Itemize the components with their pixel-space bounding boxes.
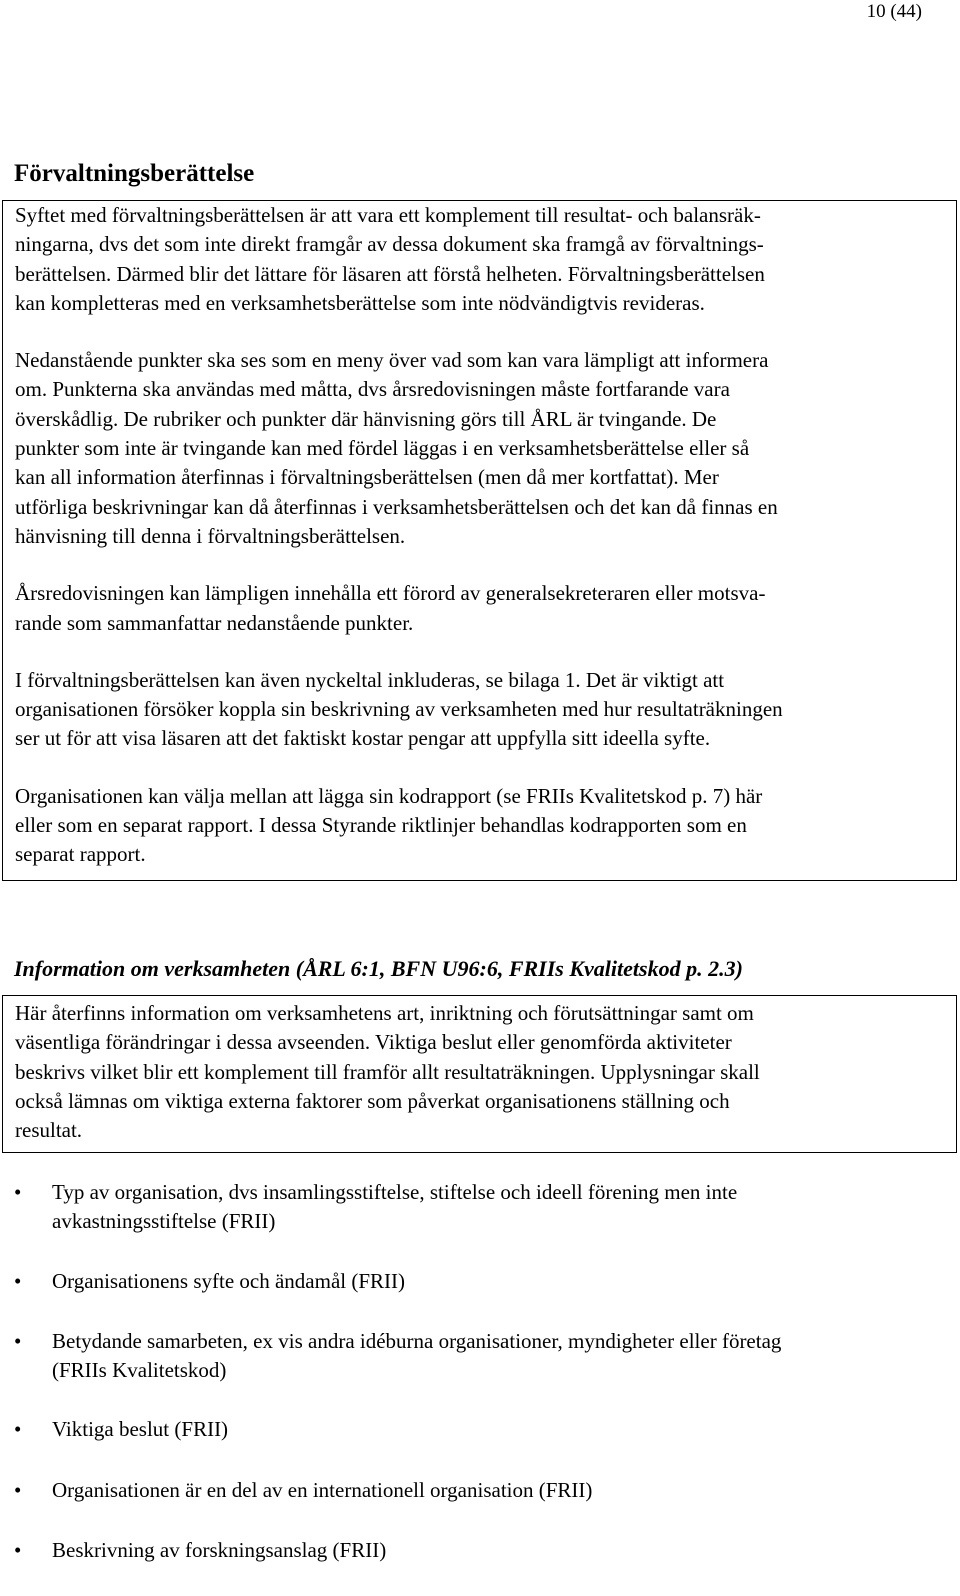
- text-line: Organisationens syfte och ändamål (FRII): [52, 1268, 406, 1293]
- text-line: ser ut för att visa läsaren att det faktiskt kostar pengar att uppfylla sitt ideella syfte.: [15, 726, 711, 751]
- bullet-icon: •: [14, 1477, 22, 1502]
- list-item: [0, 1327, 960, 1386]
- text-line: hänvisning till denna i förvaltningsberättelsen.: [15, 523, 406, 548]
- text-line: om. Punkterna ska användas med måtta, dvs årsredovisningen måste fortfarande vara: [15, 377, 730, 402]
- text-line: eller som en separat rapport. I dessa Styrande riktlinjer behandlas kodrapporten som en: [15, 813, 747, 838]
- text-line: kan all information återfinnas i förvaltningsberättelsen (men då mer kortfattat). Mer: [15, 465, 719, 490]
- bullet-icon: •: [14, 1417, 22, 1442]
- text-line: överskådlig. De rubriker och punkter där hänvisning görs till ÅRL är tvingande. De: [15, 406, 717, 431]
- intro-paragraph-1: [15, 201, 944, 318]
- text-line: avkastningsstiftelse (FRII): [52, 1209, 276, 1234]
- text-line: rande som sammanfattar nedanstående punkter.: [15, 610, 414, 635]
- text-line: Nedanstående punkter ska ses som en meny över vad som kan vara lämpligt att informera: [15, 348, 769, 373]
- section-heading: Förvaltningsberättelse: [14, 160, 255, 187]
- text-line: Syftet med förvaltningsberättelsen är att vara ett komplement till resultat- och balansräk-: [15, 203, 761, 227]
- text-line: utförliga beskrivningar kan då återfinnas i verksamhetsberättelsen och det kan då finnas en: [15, 494, 778, 519]
- text-line: beskrivs vilket blir ett komplement till framför allt resultaträkningen. Upplysningar skall: [15, 1059, 760, 1084]
- text-line: organisationen försöker koppla sin beskrivning av verksamheten med hur resultaträkningen: [15, 697, 783, 722]
- text-line: Betydande samarbeten, ex vis andra idéburna organisationer, myndigheter eller företag: [52, 1328, 782, 1353]
- text-line: Viktiga beslut (FRII): [52, 1417, 229, 1442]
- text-line: Organisationen är en del av en internationell organisation (FRII): [52, 1477, 593, 1502]
- bullet-icon: •: [14, 1180, 22, 1204]
- text-line: Årsredovisningen kan lämpligen innehålla ett förord av generalsekreteraren eller motsva-: [15, 581, 766, 606]
- text-line: resultat.: [15, 1118, 83, 1143]
- intro-paragraph-5: [15, 782, 944, 870]
- intro-paragraph-2: [15, 346, 944, 551]
- subsection-heading: Information om verksamheten (ÅRL 6:1, BFN U96:6, FRIIs Kvalitetskod p. 2.3): [14, 956, 743, 981]
- list-item: [0, 1415, 960, 1444]
- text-line: I förvaltningsberättelsen kan även nyckeltal inkluderas, se bilaga 1. Det är viktigt att: [15, 667, 725, 692]
- text-line: separat rapport.: [15, 842, 146, 867]
- text-line: Organisationen kan välja mellan att lägga sin kodrapport (se FRIIs Kvalitetskod p. 7) här: [15, 783, 763, 808]
- text-line: väsentliga förändringar i dessa avseenden. Viktiga beslut eller genomförda aktiviteter: [15, 1030, 732, 1055]
- info-box: [2, 995, 957, 1153]
- bullet-list: [0, 1178, 960, 1596]
- text-line: Här återfinns information om verksamhetens art, inriktning och förutsättningar samt om: [15, 1001, 754, 1025]
- text-line: ningarna, dvs det som inte direkt framgår av dessa dokument ska framgå av förvaltnings-: [15, 232, 764, 257]
- page-number: 10 (44): [866, 1, 922, 22]
- text-line: kan kompletteras med en verksamhetsberättelse som inte nödvändigtvis revideras.: [15, 290, 705, 315]
- text-line: (FRIIs Kvalitetskod): [52, 1358, 227, 1383]
- text-line: berättelsen. Därmed blir det lättare för läsaren att förstå helheten. Förvaltningsberättelsen: [15, 261, 765, 286]
- text-line: Typ av organisation, dvs insamlingsstiftelse, stiftelse och ideell förening men inte: [52, 1180, 738, 1204]
- text-line: också lämnas om viktiga externa faktorer som påverkat organisationens ställning och: [15, 1088, 730, 1113]
- bullet-icon: •: [14, 1538, 22, 1563]
- bullet-icon: •: [14, 1328, 22, 1353]
- intro-box: [2, 200, 957, 881]
- text-line: Beskrivning av forskningsanslag (FRII): [52, 1538, 387, 1563]
- list-item: [0, 1178, 960, 1237]
- intro-paragraph-3: [15, 579, 944, 638]
- list-item: [0, 1536, 960, 1565]
- list-item: [0, 1267, 960, 1296]
- info-paragraph: [15, 999, 944, 1145]
- bullet-icon: •: [14, 1268, 22, 1293]
- list-item: [0, 1476, 960, 1505]
- intro-paragraph-4: [15, 666, 944, 754]
- text-line: punkter som inte är tvingande kan med fördel läggas i en verksamhetsberättelse eller så: [15, 436, 750, 461]
